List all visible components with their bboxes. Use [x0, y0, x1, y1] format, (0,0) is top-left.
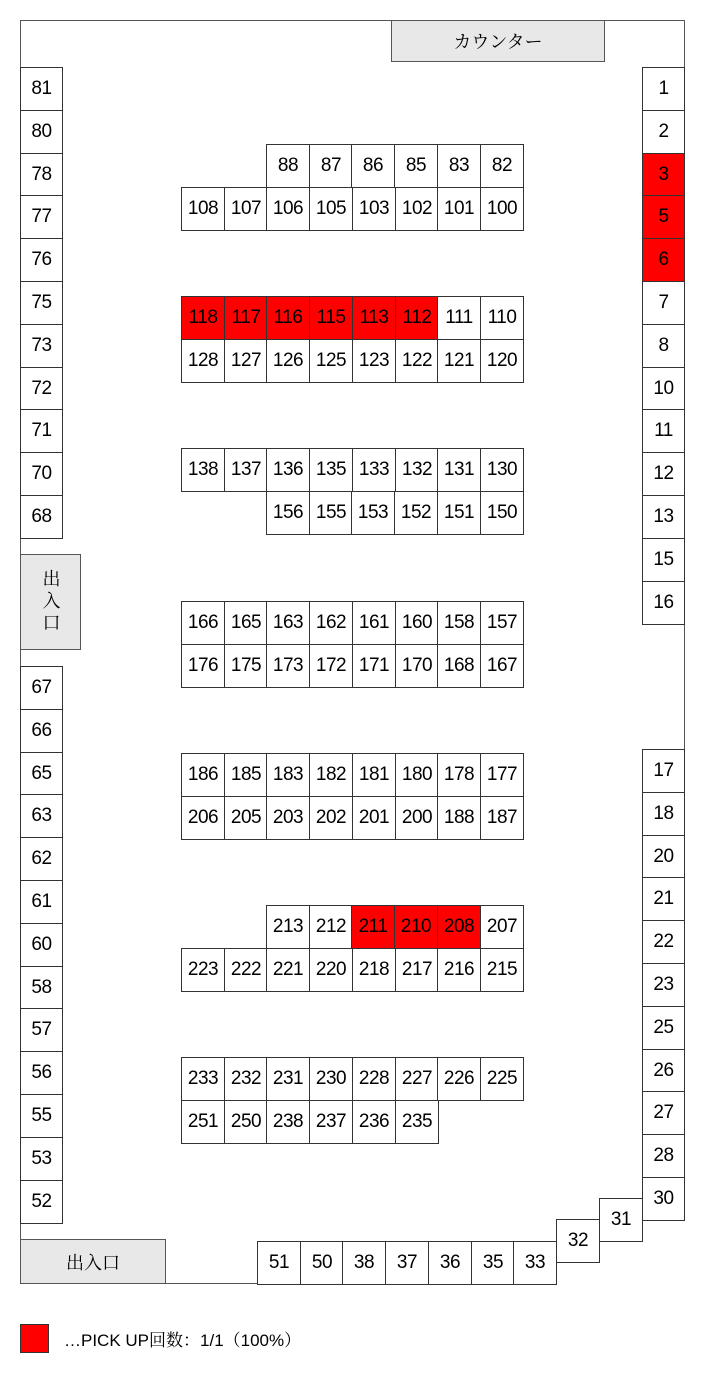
- seat-103[interactable]: 103: [352, 187, 396, 231]
- seat-187[interactable]: 187: [480, 796, 524, 840]
- seat-37[interactable]: 37: [385, 1241, 429, 1285]
- seat-222[interactable]: 222: [224, 948, 268, 992]
- counter-label: カウンター: [391, 20, 605, 62]
- seat-160[interactable]: 160: [395, 601, 439, 645]
- seat-217[interactable]: 217: [395, 948, 439, 992]
- entrance-bottom-label: 出入口: [20, 1239, 166, 1284]
- seat-127[interactable]: 127: [224, 339, 268, 383]
- seat-38[interactable]: 38: [342, 1241, 386, 1285]
- seat-171[interactable]: 171: [352, 644, 396, 688]
- seat-18[interactable]: 18: [642, 792, 685, 836]
- seat-20[interactable]: 20: [642, 835, 685, 879]
- seat-126[interactable]: 126: [266, 339, 310, 383]
- seat-128[interactable]: 128: [181, 339, 225, 383]
- seat-178[interactable]: 178: [437, 753, 481, 797]
- seat-13[interactable]: 13: [642, 495, 685, 539]
- seat-100[interactable]: 100: [480, 187, 524, 231]
- seat-86[interactable]: 86: [351, 144, 395, 188]
- seat-70[interactable]: 70: [20, 452, 63, 496]
- seat-125[interactable]: 125: [309, 339, 353, 383]
- seat-135[interactable]: 135: [309, 448, 353, 492]
- seat-31[interactable]: 31: [599, 1198, 643, 1242]
- seat-32[interactable]: 32: [556, 1219, 600, 1263]
- seat-85[interactable]: 85: [394, 144, 438, 188]
- seat-65[interactable]: 65: [20, 752, 63, 796]
- seat-162[interactable]: 162: [309, 601, 353, 645]
- seat-50[interactable]: 50: [300, 1241, 344, 1285]
- seat-10[interactable]: 10: [642, 367, 685, 411]
- seat-106[interactable]: 106: [266, 187, 310, 231]
- seat-136[interactable]: 136: [266, 448, 310, 492]
- seat-221[interactable]: 221: [266, 948, 310, 992]
- seat-230[interactable]: 230: [309, 1057, 353, 1101]
- seat-5[interactable]: 5: [642, 195, 685, 239]
- seat-8[interactable]: 8: [642, 324, 685, 368]
- seat-233[interactable]: 233: [181, 1057, 225, 1101]
- seat-133[interactable]: 133: [352, 448, 396, 492]
- seat-203[interactable]: 203: [266, 796, 310, 840]
- seat-52[interactable]: 52: [20, 1180, 63, 1224]
- seat-30[interactable]: 30: [642, 1177, 685, 1221]
- seat-152[interactable]: 152: [394, 491, 438, 535]
- seat-207[interactable]: 207: [480, 905, 524, 949]
- seat-77[interactable]: 77: [20, 195, 63, 239]
- seat-166[interactable]: 166: [181, 601, 225, 645]
- seat-36[interactable]: 36: [428, 1241, 472, 1285]
- seat-210[interactable]: 210: [394, 905, 438, 949]
- seat-67[interactable]: 67: [20, 666, 63, 710]
- seat-1[interactable]: 1: [642, 67, 685, 111]
- seat-35[interactable]: 35: [471, 1241, 515, 1285]
- seat-115[interactable]: 115: [309, 296, 353, 340]
- seat-105[interactable]: 105: [309, 187, 353, 231]
- seat-113[interactable]: 113: [352, 296, 396, 340]
- seat-223[interactable]: 223: [181, 948, 225, 992]
- seat-3[interactable]: 3: [642, 153, 685, 197]
- seat-212[interactable]: 212: [309, 905, 353, 949]
- seat-237[interactable]: 237: [309, 1100, 353, 1144]
- seat-157[interactable]: 157: [480, 601, 524, 645]
- seat-165[interactable]: 165: [224, 601, 268, 645]
- seat-183[interactable]: 183: [266, 753, 310, 797]
- seat-11[interactable]: 11: [642, 409, 685, 453]
- seat-26[interactable]: 26: [642, 1049, 685, 1093]
- seat-110[interactable]: 110: [480, 296, 524, 340]
- seat-7[interactable]: 7: [642, 281, 685, 325]
- seat-235[interactable]: 235: [395, 1100, 439, 1144]
- seat-63[interactable]: 63: [20, 794, 63, 838]
- seat-150[interactable]: 150: [480, 491, 524, 535]
- seat-200[interactable]: 200: [395, 796, 439, 840]
- seat-27[interactable]: 27: [642, 1091, 685, 1135]
- seat-57[interactable]: 57: [20, 1008, 63, 1052]
- seat-71[interactable]: 71: [20, 409, 63, 453]
- seat-120[interactable]: 120: [480, 339, 524, 383]
- seat-228[interactable]: 228: [352, 1057, 396, 1101]
- seat-181[interactable]: 181: [352, 753, 396, 797]
- seat-161[interactable]: 161: [352, 601, 396, 645]
- seat-186[interactable]: 186: [181, 753, 225, 797]
- seat-218[interactable]: 218: [352, 948, 396, 992]
- seat-88[interactable]: 88: [266, 144, 310, 188]
- entrance-left-label: 出入口: [20, 554, 81, 650]
- seat-116[interactable]: 116: [266, 296, 310, 340]
- seat-137[interactable]: 137: [224, 448, 268, 492]
- seat-123[interactable]: 123: [352, 339, 396, 383]
- seat-227[interactable]: 227: [395, 1057, 439, 1101]
- seat-83[interactable]: 83: [437, 144, 481, 188]
- seat-215[interactable]: 215: [480, 948, 524, 992]
- seat-78[interactable]: 78: [20, 153, 63, 197]
- seat-188[interactable]: 188: [437, 796, 481, 840]
- legend-swatch: [20, 1324, 49, 1353]
- seat-81[interactable]: 81: [20, 67, 63, 111]
- seat-2[interactable]: 2: [642, 110, 685, 154]
- seat-176[interactable]: 176: [181, 644, 225, 688]
- seat-102[interactable]: 102: [395, 187, 439, 231]
- seat-51[interactable]: 51: [257, 1241, 301, 1285]
- seat-111[interactable]: 111: [437, 296, 481, 340]
- seat-80[interactable]: 80: [20, 110, 63, 154]
- seat-61[interactable]: 61: [20, 880, 63, 924]
- seat-163[interactable]: 163: [266, 601, 310, 645]
- seat-250[interactable]: 250: [224, 1100, 268, 1144]
- seat-132[interactable]: 132: [395, 448, 439, 492]
- seat-138[interactable]: 138: [181, 448, 225, 492]
- seat-185[interactable]: 185: [224, 753, 268, 797]
- seat-16[interactable]: 16: [642, 581, 685, 625]
- seat-58[interactable]: 58: [20, 966, 63, 1010]
- seat-211[interactable]: 211: [351, 905, 395, 949]
- seat-180[interactable]: 180: [395, 753, 439, 797]
- seat-216[interactable]: 216: [437, 948, 481, 992]
- seat-121[interactable]: 121: [437, 339, 481, 383]
- seat-75[interactable]: 75: [20, 281, 63, 325]
- seat-15[interactable]: 15: [642, 538, 685, 582]
- seat-172[interactable]: 172: [309, 644, 353, 688]
- seat-112[interactable]: 112: [395, 296, 439, 340]
- seat-22[interactable]: 22: [642, 920, 685, 964]
- seat-155[interactable]: 155: [309, 491, 353, 535]
- seat-25[interactable]: 25: [642, 1006, 685, 1050]
- seat-182[interactable]: 182: [309, 753, 353, 797]
- seat-208[interactable]: 208: [437, 905, 481, 949]
- seat-173[interactable]: 173: [266, 644, 310, 688]
- seat-122[interactable]: 122: [395, 339, 439, 383]
- seat-17[interactable]: 17: [642, 749, 685, 793]
- legend-text: …PICK UP回数：1/1（100%）: [64, 1331, 302, 1350]
- seat-82[interactable]: 82: [480, 144, 524, 188]
- seat-101[interactable]: 101: [437, 187, 481, 231]
- seat-131[interactable]: 131: [437, 448, 481, 492]
- seat-72[interactable]: 72: [20, 367, 63, 411]
- seat-60[interactable]: 60: [20, 923, 63, 967]
- seat-151[interactable]: 151: [437, 491, 481, 535]
- seat-87[interactable]: 87: [309, 144, 353, 188]
- seat-220[interactable]: 220: [309, 948, 353, 992]
- seat-108[interactable]: 108: [181, 187, 225, 231]
- seat-12[interactable]: 12: [642, 452, 685, 496]
- seat-53[interactable]: 53: [20, 1137, 63, 1181]
- seat-168[interactable]: 168: [437, 644, 481, 688]
- seat-175[interactable]: 175: [224, 644, 268, 688]
- seat-56[interactable]: 56: [20, 1051, 63, 1095]
- seat-156[interactable]: 156: [266, 491, 310, 535]
- seat-28[interactable]: 28: [642, 1134, 685, 1178]
- seat-68[interactable]: 68: [20, 495, 63, 539]
- seat-153[interactable]: 153: [351, 491, 395, 535]
- seat-73[interactable]: 73: [20, 324, 63, 368]
- seat-170[interactable]: 170: [395, 644, 439, 688]
- seat-205[interactable]: 205: [224, 796, 268, 840]
- seat-55[interactable]: 55: [20, 1094, 63, 1138]
- seat-33[interactable]: 33: [513, 1241, 557, 1285]
- seat-66[interactable]: 66: [20, 709, 63, 753]
- seat-225[interactable]: 225: [480, 1057, 524, 1101]
- seat-231[interactable]: 231: [266, 1057, 310, 1101]
- seat-251[interactable]: 251: [181, 1100, 225, 1144]
- seat-130[interactable]: 130: [480, 448, 524, 492]
- seat-202[interactable]: 202: [309, 796, 353, 840]
- seat-206[interactable]: 206: [181, 796, 225, 840]
- seat-201[interactable]: 201: [352, 796, 396, 840]
- seat-117[interactable]: 117: [224, 296, 268, 340]
- seat-167[interactable]: 167: [480, 644, 524, 688]
- seat-118[interactable]: 118: [181, 296, 225, 340]
- seat-158[interactable]: 158: [437, 601, 481, 645]
- seat-177[interactable]: 177: [480, 753, 524, 797]
- seat-238[interactable]: 238: [266, 1100, 310, 1144]
- seat-236[interactable]: 236: [352, 1100, 396, 1144]
- seat-23[interactable]: 23: [642, 963, 685, 1007]
- seat-62[interactable]: 62: [20, 837, 63, 881]
- seat-21[interactable]: 21: [642, 877, 685, 921]
- seat-107[interactable]: 107: [224, 187, 268, 231]
- seat-232[interactable]: 232: [224, 1057, 268, 1101]
- seat-226[interactable]: 226: [437, 1057, 481, 1101]
- seat-6[interactable]: 6: [642, 238, 685, 282]
- seat-76[interactable]: 76: [20, 238, 63, 282]
- seat-213[interactable]: 213: [266, 905, 310, 949]
